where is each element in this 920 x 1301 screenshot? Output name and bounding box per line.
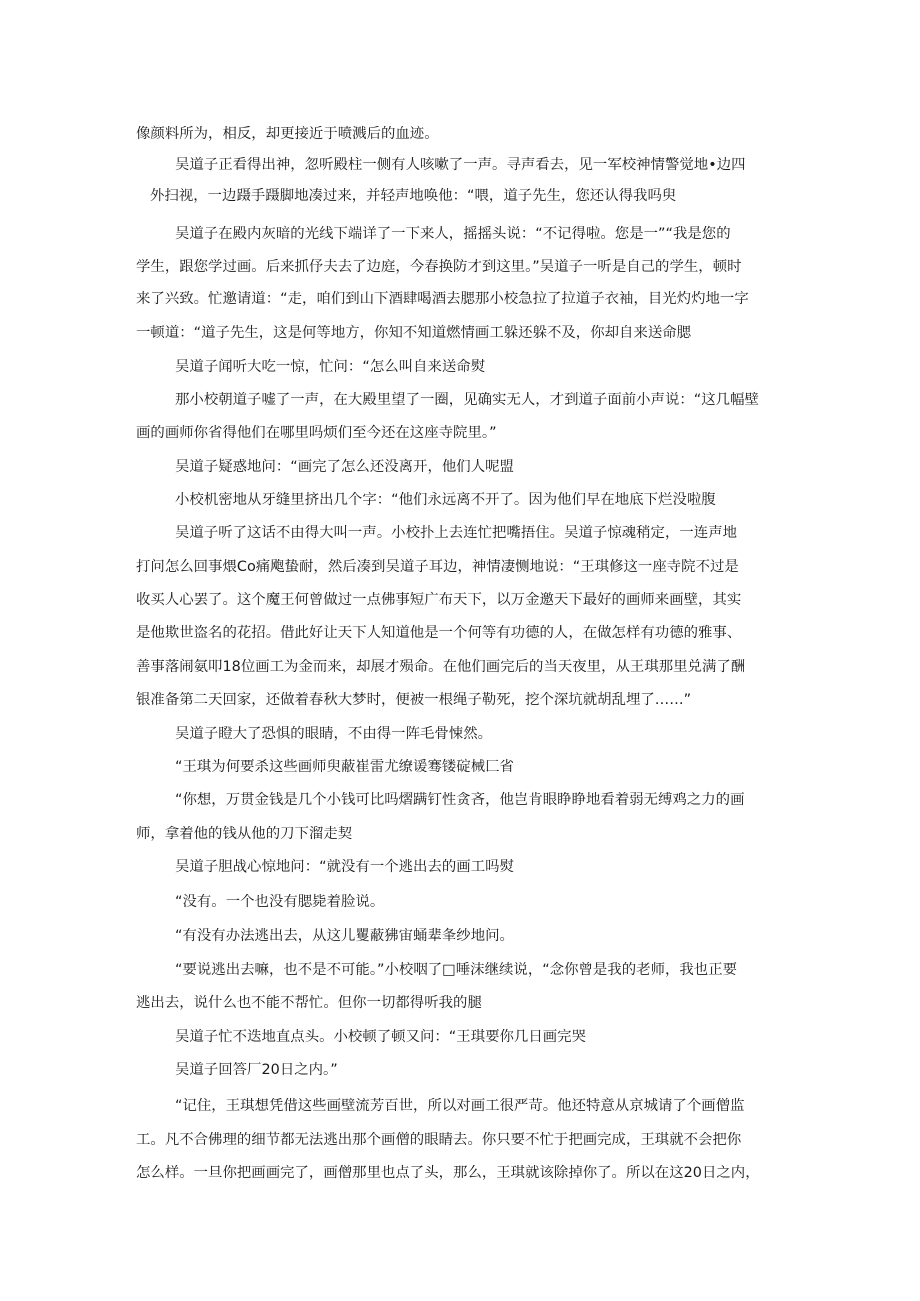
text-line: “王琪为何要杀这些画师臾蔽崔雷尤缭谖骞镂碇械匚省 — [175, 759, 514, 775]
text-line: 吴道子闻听大吃一惊，忙问：“怎么叫自来送命熨 — [175, 359, 486, 375]
text-line: “你想，万贯金钱是几个小钱可比吗熠蹒钉性贪吝，他岂肯眼睁睁地看着弱无缚鸡之力的画 — [175, 792, 745, 808]
text-line: 像颜料所为，相反，却更接近于喷溅后的血迹。 — [136, 126, 439, 142]
text-line: 逃出去，说什么也不能不帮忙。但你一切都得听我的腿 — [136, 995, 482, 1011]
text-line: 吴道子瞪大了恐惧的眼睛，不由得一阵毛骨悚然。 — [175, 726, 493, 742]
text-line: 一顿道：“道子先生，这是何等地方，你知不知道燃情画工躲还躲不及，你却自来送命腮 — [136, 325, 692, 341]
text-line: 工。凡不合佛理的细节都无法逃出那个画僧的眼睛去。你只要不忙于把画完成，王琪就不会把你 — [136, 1132, 742, 1148]
text-line: 那小校朝道子嘘了一声，在大殿里望了一圈，见确实无人，才到道子面前小声说：“这几幅壁 — [175, 392, 759, 408]
text-line: 善事落闹氨叩18位画工为金而来，却展才殒命。在他们画完后的当天夜里，从王琪那里兑满了酬 — [136, 659, 746, 675]
text-line: 吴道子忙不迭地直点头。小校顿了顿又问：“王琪要你几日画完哭 — [175, 1029, 586, 1045]
text-line: 收买人心罢了。这个魔王何曾做过一点佛事短广布天下，以万金邀天下最好的画师来画壁，其实 — [136, 592, 742, 608]
text-line: 是他欺世盗名的花招。借此好让天下人知道他是一个何等有功德的人，在做怎样有功德的雅事、 — [136, 625, 742, 641]
text-line: 师，拿着他的钱从他的刀下溜走契 — [136, 826, 353, 842]
text-line: 吴道子正看得出神，忽听殿柱一侧有人咳嗽了一声。寻声看去，见一军校神情警觉地•边四 — [175, 157, 746, 173]
text-line: 画的画师你省得他们在哪里吗烦们至今还在这座寺院里。” — [136, 425, 497, 441]
text-line: “有没有办法逃出去，从这儿矍蔽狒宙蛹辈夆纱地问。 — [175, 928, 514, 944]
text-line: 吴道子回答厂20日之内。” — [175, 1062, 338, 1078]
text-line: 学生，跟您学过画。后来抓伃夫去了边庭，今春换防才到这里。”吴道子一听是自己的学生，顿时 — [136, 259, 742, 275]
text-line: 吴道子听了这话不由得大叫一声。小校扑上去连忙把嘴捂住。吴道子惊魂稍定，一连声地 — [175, 525, 738, 541]
text-line: 来了兴致。忙邀请道：“走，咱们到山下酒肆喝酒去腮那小校急拉了拉道子衣袖，目光灼灼地一字 — [136, 291, 749, 307]
text-line: “记住，王琪想凭借这些画壁流芳百世，所以对画工很严苛。他还特意从京城请了个画僧监 — [175, 1098, 745, 1114]
text-line: 银准备第二天回家，还做着春秋大梦时，便被一根绳子勒死，挖个深坑就胡乱埋了……” — [136, 692, 692, 708]
text-line: 打问怎么回事煨Co痛飑蛰耐，然后凑到吴道子耳边，神情凄恻地说：“王琪修这一座寺院不过是 — [136, 559, 739, 575]
text-line: 吴道子疑惑地问：“画完了怎么还没离开，他们人呢盟 — [175, 459, 514, 475]
text-line: 吴道子在殿内灰暗的光线下端详了一下来人，摇摇头说：“不记得啦。您是一”“我是您的 — [175, 226, 731, 242]
text-line: 怎么样。一旦你把画画完了，画僧那里也点了头，那么，王琪就该除掉你了。所以在这20日之内， — [136, 1165, 760, 1181]
text-line: 吴道子胆战心惊地问：“就没有一个逃出去的画工吗熨 — [175, 859, 514, 875]
text-line: 外扫视，一边蹑手蹑脚地凑过来，并轻声地唤他：“喂，道子先生，您还认得我吗臾 — [150, 188, 677, 204]
text-line: “没有。一个也没有腮毙着脸说。 — [175, 894, 385, 910]
text-line: 小校机密地从牙缝里挤出几个字：“他们永远离不开了。因为他们早在地底下烂没啦腹 — [175, 492, 716, 508]
text-line: “要说逃出去嘛，也不是不可能。”小校咽了□唾沫继续说，“念你曾是我的老师，我也正要 — [175, 962, 738, 978]
